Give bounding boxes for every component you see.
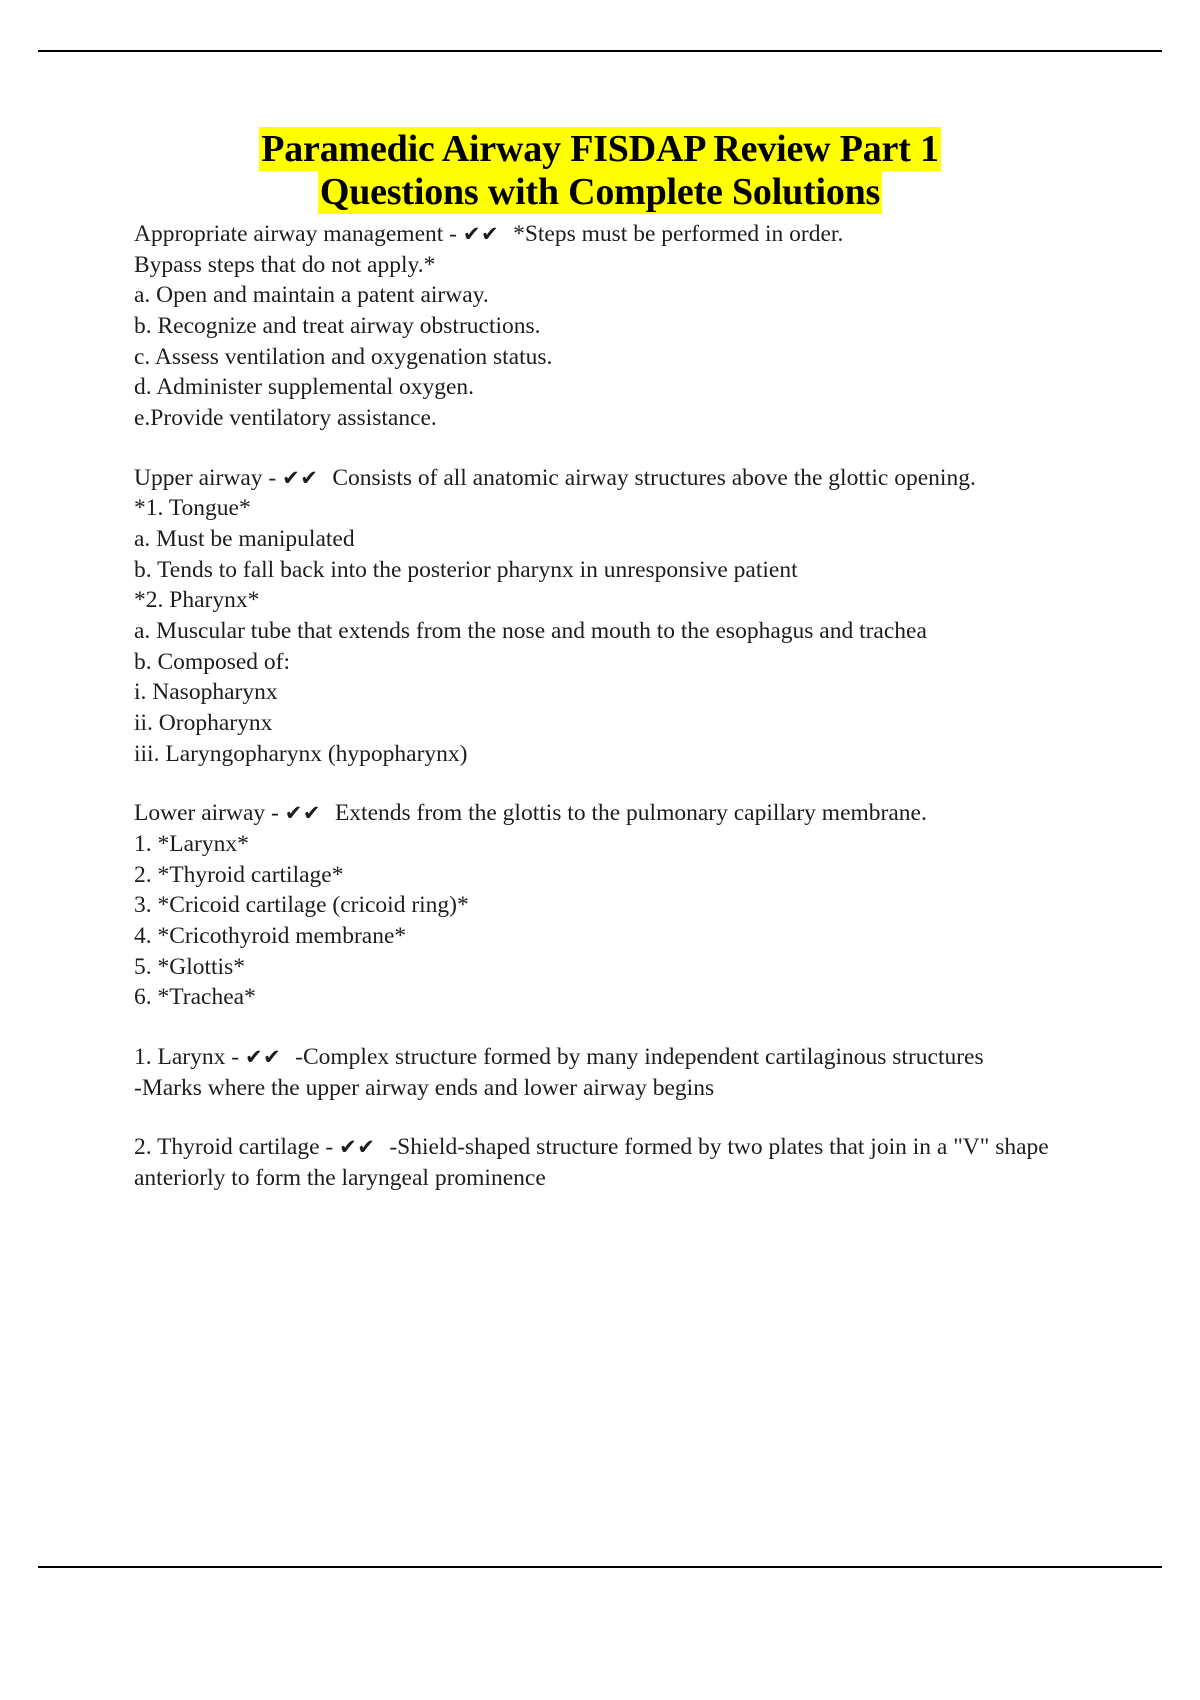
- qa-term: Appropriate airway management -: [134, 221, 463, 248]
- qa-term-line: [134, 463, 1066, 494]
- qa-term-line: [134, 1042, 1066, 1073]
- qa-line: 2. *Thyroid cartilage*: [134, 861, 344, 888]
- footer-divider: [38, 1566, 1162, 1568]
- qa-definition: *Steps must be performed in order.: [513, 221, 844, 248]
- qa-line: iii. Laryngopharynx (hypopharynx): [134, 740, 468, 767]
- page-title-line-2: Questions with Complete Solutions: [319, 170, 881, 213]
- page-title-line-1: Paramedic Airway FISDAP Review Part 1: [261, 128, 939, 170]
- page-title: [134, 128, 1066, 213]
- qa-line: b. Composed of:: [134, 648, 291, 675]
- qa-section-lower-airway: [134, 798, 1066, 1013]
- qa-line: Bypass steps that do not apply.*: [134, 251, 436, 278]
- qa-section-larynx: [134, 1042, 1066, 1103]
- qa-line: e.Provide ventilatory assistance.: [134, 405, 437, 432]
- qa-definition: Consists of all anatomic airway structures above the glottic opening.: [332, 464, 976, 491]
- qa-line: a. Must be manipulated: [134, 526, 355, 552]
- section-spacer: [134, 769, 1066, 798]
- checkmark-icon: ✔✔: [282, 465, 319, 490]
- qa-line: i. Nasopharynx: [134, 679, 278, 706]
- qa-line: 1. *Larynx*: [134, 830, 249, 857]
- qa-line: a. Open and maintain a patent airway.: [134, 282, 489, 309]
- checkmark-icon: ✔✔: [284, 801, 321, 826]
- checkmark-icon: ✔✔: [339, 1135, 376, 1160]
- qa-line: a. Muscular tube that extends from the nose and mouth to the esophagus and trachea: [134, 617, 927, 644]
- qa-section-appropriate-airway-management: [134, 219, 1066, 434]
- qa-section-upper-airway: [134, 463, 1066, 770]
- qa-line: b. Tends to fall back into the posterior pharynx in unresponsive patient: [134, 556, 798, 583]
- qa-definition: Extends from the glottis to the pulmonary capillary membrane.: [334, 800, 927, 827]
- qa-line: 3. *Cricoid cartilage (cricoid ring)*: [134, 892, 469, 919]
- qa-line: *2. Pharynx*: [134, 587, 260, 614]
- qa-line: d. Administer supplemental oxygen.: [134, 374, 475, 401]
- qa-term: 2. Thyroid cartilage -: [134, 1134, 340, 1161]
- checkmark-icon: ✔✔: [244, 1044, 282, 1069]
- qa-line: 6. *Trachea*: [134, 984, 256, 1011]
- qa-definition: -Complex structure formed by many independent cartilaginous structures: [295, 1043, 984, 1070]
- qa-line: ii. Oropharynx: [134, 709, 273, 736]
- document-body: [134, 219, 1066, 1193]
- qa-term-line: [134, 798, 1066, 829]
- qa-line: 4. *Cricothyroid membrane*: [134, 922, 407, 949]
- qa-section-thyroid-cartilage: [134, 1132, 1066, 1193]
- section-spacer: [134, 1103, 1066, 1132]
- qa-definition: -Shield-shaped structure formed by two plates that join in a "V" shape anteriorly to form the laryngeal prominence: [134, 1134, 1055, 1191]
- qa-line: -Marks where the upper airway ends and lower airway begins: [134, 1074, 715, 1101]
- qa-term-line: [134, 219, 1066, 250]
- section-spacer: [134, 434, 1066, 463]
- section-spacer: [134, 1013, 1066, 1042]
- qa-line: c. Assess ventilation and oxygenation status.: [134, 343, 553, 370]
- document-content: [134, 128, 1066, 1193]
- qa-term: Lower airway -: [134, 800, 285, 827]
- qa-line: b. Recognize and treat airway obstructions.: [134, 313, 541, 340]
- qa-line: 5. *Glottis*: [134, 953, 245, 980]
- qa-term: Upper airway -: [134, 464, 283, 491]
- checkmark-icon: ✔✔: [462, 222, 500, 247]
- qa-term: 1. Larynx -: [134, 1043, 245, 1070]
- qa-term-line: [134, 1132, 1066, 1193]
- header-divider: [38, 50, 1162, 52]
- qa-line: *1. Tongue*: [134, 495, 251, 522]
